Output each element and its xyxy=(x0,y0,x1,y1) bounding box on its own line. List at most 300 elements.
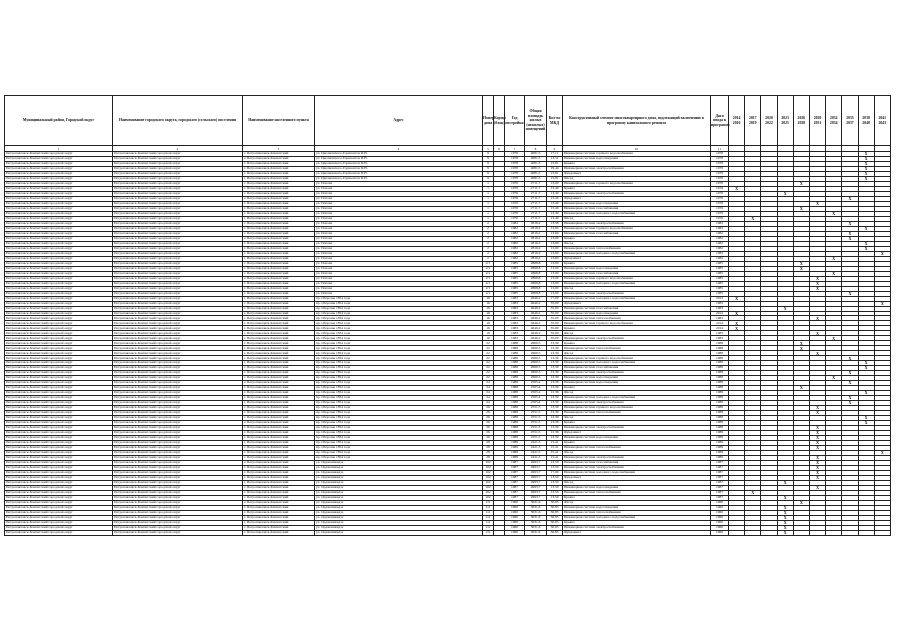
mkd-count-cell: 13,39 xyxy=(547,416,563,421)
mkd-count-cell: 13,39 xyxy=(547,346,563,351)
settlement-cell: Петропавловск-Камчатский городской округ xyxy=(113,266,243,271)
locality-cell: г. Петропавловск-Камчатский xyxy=(243,401,315,406)
mkd-count-cell: 17,00 xyxy=(547,471,563,476)
house-number-cell: 26 xyxy=(483,431,494,436)
district-cell: Петропавловск-Камчатский городской округ xyxy=(5,326,113,331)
locality-cell: г. Петропавловск-Камчатский xyxy=(243,261,315,266)
settlement-cell: Петропавловск-Камчатский городской округ xyxy=(113,451,243,456)
build-year-cell: 1987 xyxy=(505,475,525,480)
mkd-count-cell: 35,00 xyxy=(547,321,563,326)
entry-date-cell: 1960 xyxy=(711,505,729,510)
settlement-cell: Петропавловск-Камчатский городской округ xyxy=(113,371,243,376)
area-cell: 2565,4 xyxy=(525,391,547,396)
mkd-count-cell: 13,39 xyxy=(547,431,563,436)
build-year-cell: 1988 xyxy=(505,391,525,396)
repair-period-mark: X xyxy=(729,321,745,326)
house-number-cell: 16 xyxy=(483,296,494,301)
build-year-cell: 1960 xyxy=(505,510,525,515)
build-year-cell: 1978 xyxy=(505,156,525,161)
district-cell: Петропавловск-Камчатский городской округ xyxy=(5,480,113,485)
area-cell: 2565,4 xyxy=(525,381,547,386)
address-cell: ул. Попова xyxy=(315,186,483,191)
mkd-count-cell: 35,00 xyxy=(547,311,563,316)
build-year-cell: 1982 xyxy=(505,256,525,261)
mkd-count-cell: 17,00 xyxy=(547,296,563,301)
settlement-cell: Петропавловск-Камчатский городской округ xyxy=(113,152,243,157)
address-cell: ул. Орджоникидзе xyxy=(315,505,483,510)
element-cell: Инженерная система горячего водоснабжения xyxy=(563,321,711,326)
entry-date-cell: 1983 xyxy=(711,336,729,341)
house-number-cell: 2 xyxy=(483,256,494,261)
locality-cell: г. Петропавловск-Камчатский xyxy=(243,520,315,525)
build-year-cell: 1983 xyxy=(505,311,525,316)
repair-period-mark: X xyxy=(809,426,825,431)
repair-period-mark: X xyxy=(874,301,890,306)
element-cell: Фасад xyxy=(563,331,711,336)
column-number: 1 xyxy=(5,146,113,152)
house-number-cell: 28 xyxy=(483,456,494,461)
locality-cell: г. Петропавловск-Камчатский xyxy=(243,291,315,296)
house-number-cell: 24 xyxy=(483,401,494,406)
repair-period-mark: X xyxy=(793,341,809,346)
element-cell: Инженерная система электроснабжения xyxy=(563,426,711,431)
element-cell: Фундамент xyxy=(563,475,711,480)
repair-period-mark: X xyxy=(809,406,825,411)
mkd-count-cell: 13,39 xyxy=(547,341,563,346)
house-number-cell: 1 xyxy=(483,181,494,186)
area-cell: 2711,7 xyxy=(525,181,547,186)
address-cell: пр. Обороны 1854 года xyxy=(315,316,483,321)
repair-period-mark: X xyxy=(729,186,745,191)
settlement-cell: Петропавловск-Камчатский городской округ xyxy=(113,456,243,461)
address-cell: пр. Обороны 1854 года xyxy=(315,426,483,431)
house-number-cell: 16 xyxy=(483,301,494,306)
build-year-cell: 1982 xyxy=(505,241,525,246)
locality-cell: г. Петропавловск-Камчатский xyxy=(243,446,315,451)
element-cell: Инженерная система холодного водоснабжения xyxy=(563,281,711,286)
build-year-cell: 1988 xyxy=(505,366,525,371)
address-cell: пр. Обороны 1854 года xyxy=(315,431,483,436)
element-cell: Крыша xyxy=(563,186,711,191)
address-cell: ул. Попова xyxy=(315,251,483,256)
house-number-cell: 111 xyxy=(483,520,494,525)
element-cell: Фундамент xyxy=(563,530,711,535)
house-number-cell: 1 xyxy=(483,191,494,196)
element-cell: Инженерная система холодного водоснабжения xyxy=(563,251,711,256)
settlement-cell: Петропавловск-Камчатский городской округ xyxy=(113,366,243,371)
build-year-cell: 1988 xyxy=(505,411,525,416)
settlement-cell: Петропавловск-Камчатский городской округ xyxy=(113,306,243,311)
house-number-cell: 26 xyxy=(483,436,494,441)
locality-cell: г. Петропавловск-Камчатский xyxy=(243,485,315,490)
house-number-cell: 24 xyxy=(483,396,494,401)
locality-cell: г. Петропавловск-Камчатский xyxy=(243,296,315,301)
element-cell: Крыша xyxy=(563,520,711,525)
locality-cell: г. Петропавловск-Камчатский xyxy=(243,176,315,181)
entry-date-cell: 1978 xyxy=(711,161,729,166)
repair-period-mark: X xyxy=(842,291,858,296)
locality-cell: г. Петропавловск-Камчатский xyxy=(243,266,315,271)
address-cell: ул. Попова xyxy=(315,291,483,296)
house-number-cell: 26 xyxy=(483,426,494,431)
element-cell: Инженерная система теплоснабжения xyxy=(563,316,711,321)
entry-date-cell: 1988 xyxy=(711,396,729,401)
locality-cell: г. Петропавловск-Камчатский xyxy=(243,196,315,201)
repair-period-cell xyxy=(809,530,825,535)
build-year-cell: 1988 xyxy=(505,356,525,361)
district-cell: Петропавловск-Камчатский городской округ xyxy=(5,231,113,236)
header-mkd-count: Кол-во МКД xyxy=(547,96,563,146)
build-year-cell: 1983 xyxy=(505,331,525,336)
settlement-cell: Петропавловск-Камчатский городской округ xyxy=(113,286,243,291)
entry-date-cell: 1988 xyxy=(711,361,729,366)
element-cell: Инженерная система водоотведения xyxy=(563,156,711,161)
repair-period-mark: X xyxy=(858,421,874,426)
district-cell: Петропавловск-Камчатский городской округ xyxy=(5,261,113,266)
entry-date-cell: 2014 xyxy=(711,326,729,331)
settlement-cell: Петропавловск-Камчатский городской округ xyxy=(113,281,243,286)
address-cell: ул. Орджоникидзе xyxy=(315,520,483,525)
area-cell: 2816,2 xyxy=(525,246,547,251)
build-year-cell: 1988 xyxy=(505,401,525,406)
district-cell: Петропавловск-Камчатский городской округ xyxy=(5,505,113,510)
build-year-cell: 1983 xyxy=(505,296,525,301)
header-year-period: 2026 2028 xyxy=(793,96,809,146)
entry-date-cell: 1982 xyxy=(711,251,729,256)
address-cell: ул. Орджоникидзе xyxy=(315,475,483,480)
element-cell: Фасад xyxy=(563,241,711,246)
entry-date-cell: 1960 xyxy=(711,530,729,535)
mkd-count-cell: 13,49 xyxy=(547,186,563,191)
element-cell: Крыша xyxy=(563,421,711,426)
house-number-cell: 9 xyxy=(483,152,494,157)
settlement-cell: Петропавловск-Камчатский городской округ xyxy=(113,480,243,485)
element-cell: Инженерная система холодного водоснабжения xyxy=(563,211,711,216)
district-cell: Петропавловск-Камчатский городской округ xyxy=(5,291,113,296)
locality-cell: г. Петропавловск-Камчатский xyxy=(243,161,315,166)
district-cell: Петропавловск-Камчатский городской округ xyxy=(5,520,113,525)
mkd-count-cell: 13,39 xyxy=(547,386,563,391)
build-year-cell: 1989 xyxy=(505,441,525,446)
column-number: 6 xyxy=(494,146,505,152)
area-cell: 2660,5 xyxy=(525,346,547,351)
area-cell: 4081,5 xyxy=(525,152,547,157)
mkd-count-cell: 30,85 xyxy=(547,505,563,510)
repair-period-cell xyxy=(826,530,842,535)
locality-cell: г. Петропавловск-Камчатский xyxy=(243,341,315,346)
house-number-cell: 111 xyxy=(483,515,494,520)
element-cell: Инженерная система электроснабжения xyxy=(563,166,711,171)
mkd-count-cell: 13,60 xyxy=(547,231,563,236)
address-cell: пр. Обороны 1854 года xyxy=(315,386,483,391)
house-number-cell: 2 xyxy=(483,226,494,231)
entry-date-cell: 1976 xyxy=(711,216,729,221)
column-number: 9 xyxy=(547,146,563,152)
address-cell: пр. Обороны 1854 года xyxy=(315,351,483,356)
area-cell: 4993,7 xyxy=(525,490,547,495)
mkd-count-cell: 35,00 xyxy=(547,316,563,321)
district-cell: Петропавловск-Камчатский городской округ xyxy=(5,475,113,480)
build-year-cell: 1978 xyxy=(505,176,525,181)
address-cell: ул. Попова xyxy=(315,196,483,201)
repair-period-mark: X xyxy=(809,286,825,291)
repair-period-mark: X xyxy=(777,525,793,530)
build-year-cell: 1976 xyxy=(505,201,525,206)
address-cell: ул. Орджоникидзе xyxy=(315,515,483,520)
address-cell: ул. Орджоникидзе xyxy=(315,530,483,535)
repair-period-mark: X xyxy=(793,261,809,266)
area-cell: 4993,7 xyxy=(525,485,547,490)
build-year-cell: 1982 xyxy=(505,246,525,251)
repair-period-mark: X xyxy=(842,356,858,361)
address-cell: ул. Попова xyxy=(315,201,483,206)
element-cell: Фасад xyxy=(563,216,711,221)
mkd-count-cell: 13,39 xyxy=(547,406,563,411)
area-cell: 3031,6 xyxy=(525,520,547,525)
district-cell: Петропавловск-Камчатский городской округ xyxy=(5,396,113,401)
locality-cell: г. Петропавловск-Камчатский xyxy=(243,311,315,316)
address-cell: пр. Обороны 1854 года xyxy=(315,456,483,461)
build-year-cell: 1983 xyxy=(505,301,525,306)
mkd-count-cell: 13,39 xyxy=(547,426,563,431)
entry-date-cell: 1987 xyxy=(711,495,729,500)
build-year-cell: 1988 xyxy=(505,436,525,441)
address-cell: пр. Обороны 1854 года xyxy=(315,441,483,446)
locality-cell: г. Петропавловск-Камчатский xyxy=(243,231,315,236)
house-number-cell: 26 xyxy=(483,406,494,411)
house-number-cell: 26 xyxy=(483,416,494,421)
locality-cell: г. Петропавловск-Камчатский xyxy=(243,316,315,321)
address-cell: пр. Обороны 1854 года xyxy=(315,446,483,451)
district-cell: Петропавловск-Камчатский городской округ xyxy=(5,371,113,376)
locality-cell: г. Петропавловск-Камчатский xyxy=(243,221,315,226)
settlement-cell: Петропавловск-Камчатский городской округ xyxy=(113,495,243,500)
address-cell: ул. Циолковского-Горизонтов П.Н. xyxy=(315,161,483,166)
house-number-cell: 22 xyxy=(483,376,494,381)
district-cell: Петропавловск-Камчатский городской округ xyxy=(5,171,113,176)
area-cell: 4646,2 xyxy=(525,311,547,316)
repair-period-mark: X xyxy=(809,471,825,476)
repair-period-mark: X xyxy=(858,171,874,176)
settlement-cell: Петропавловск-Камчатский городской округ xyxy=(113,525,243,530)
district-cell: Петропавловск-Камчатский городской округ xyxy=(5,196,113,201)
address-cell: пр. Обороны 1854 года xyxy=(315,301,483,306)
address-cell: пр. Обороны 1854 года xyxy=(315,391,483,396)
entry-date-cell: 1976 xyxy=(711,186,729,191)
house-number-cell: 111 xyxy=(483,510,494,515)
entry-date-cell: 1985 xyxy=(711,266,729,271)
house-number-cell: 1 xyxy=(483,206,494,211)
mkd-count-cell: 15,81 xyxy=(547,171,563,176)
locality-cell: г. Петропавловск-Камчатский xyxy=(243,456,315,461)
mkd-count-cell: 13,49 xyxy=(547,191,563,196)
entry-date-cell: 1988 xyxy=(711,391,729,396)
build-year-cell: 1960 xyxy=(505,525,525,530)
locality-cell: г. Петропавловск-Камчатский xyxy=(243,256,315,261)
repair-period-mark: X xyxy=(777,191,793,196)
settlement-cell: Петропавловск-Камчатский городской округ xyxy=(113,466,243,471)
house-number-cell: 22 xyxy=(483,351,494,356)
element-cell: Инженерная система электроснабжения xyxy=(563,371,711,376)
column-number: 5 xyxy=(483,146,494,152)
locality-cell: г. Петропавловск-Камчатский xyxy=(243,331,315,336)
header-entry-date: Дата ввода в программу xyxy=(711,96,729,146)
element-cell: Фасад xyxy=(563,480,711,485)
building-cell xyxy=(494,530,505,535)
area-cell: 2551,5 xyxy=(525,421,547,426)
locality-cell: г. Петропавловск-Камчатский xyxy=(243,376,315,381)
district-cell: Петропавловск-Камчатский городской округ xyxy=(5,256,113,261)
district-cell: Петропавловск-Камчатский городской округ xyxy=(5,416,113,421)
build-year-cell: 1985 xyxy=(505,291,525,296)
house-number-cell: 9 xyxy=(483,161,494,166)
mkd-count-cell: 13,50 xyxy=(547,490,563,495)
area-cell: 2551,5 xyxy=(525,406,547,411)
mkd-count-cell: 13,49 xyxy=(547,216,563,221)
house-number-cell: 102 xyxy=(483,480,494,485)
locality-cell: г. Петропавловск-Камчатский xyxy=(243,241,315,246)
repair-period-mark: X xyxy=(842,371,858,376)
area-cell: 4993,7 xyxy=(525,495,547,500)
locality-cell: г. Петропавловск-Камчатский xyxy=(243,276,315,281)
repair-period-mark: X xyxy=(826,336,842,341)
area-cell: 3031,6 xyxy=(525,510,547,515)
mkd-count-cell: 13,50 xyxy=(547,495,563,500)
repair-period-mark: X xyxy=(793,386,809,391)
build-year-cell: 1976 xyxy=(505,211,525,216)
locality-cell: г. Петропавловск-Камчатский xyxy=(243,336,315,341)
address-cell: пр. Обороны 1854 года xyxy=(315,326,483,331)
area-cell: 4646,2 xyxy=(525,301,547,306)
repair-period-mark: X xyxy=(858,361,874,366)
district-cell: Петропавловск-Камчатский городской округ xyxy=(5,236,113,241)
build-year-cell: 1987 xyxy=(505,485,525,490)
district-cell: Петропавловск-Камчатский городской округ xyxy=(5,485,113,490)
mkd-count-cell: 13,38 xyxy=(547,221,563,226)
address-cell: пр. Обороны 1854 года xyxy=(315,331,483,336)
mkd-count-cell: 13,39 xyxy=(547,376,563,381)
repair-period-mark: X xyxy=(874,451,890,456)
district-cell: Петропавловск-Камчатский городской округ xyxy=(5,366,113,371)
build-year-cell: 1985 xyxy=(505,266,525,271)
mkd-count-cell: 35,00 xyxy=(547,331,563,336)
mkd-count-cell: 13,60 xyxy=(547,251,563,256)
mkd-count-cell: 30,85 xyxy=(547,515,563,520)
house-number-cell: 9 xyxy=(483,166,494,171)
district-cell: Петропавловск-Камчатский городской округ xyxy=(5,406,113,411)
repair-period-mark: X xyxy=(777,480,793,485)
address-cell: ул. Орджоникидзе xyxy=(315,525,483,530)
area-cell: 2551,5 xyxy=(525,431,547,436)
settlement-cell: Петропавловск-Камчатский городской округ xyxy=(113,201,243,206)
area-cell: 2421,5 xyxy=(525,441,547,446)
settlement-cell: Петропавловск-Камчатский городской округ xyxy=(113,381,243,386)
entry-date-cell: 1976 xyxy=(711,196,729,201)
address-cell: пр. Обороны 1854 года xyxy=(315,421,483,426)
repair-period-mark: X xyxy=(858,176,874,181)
build-year-cell: 1985 xyxy=(505,271,525,276)
table-header xyxy=(5,96,891,152)
build-year-cell: 1987 xyxy=(505,461,525,466)
settlement-cell: Петропавловск-Камчатский городской округ xyxy=(113,276,243,281)
district-cell: Петропавловск-Камчатский городской округ xyxy=(5,341,113,346)
mkd-count-cell: 13,49 xyxy=(547,196,563,201)
house-number-cell: 16 xyxy=(483,321,494,326)
address-cell: ул. Орджоникидзе xyxy=(315,466,483,471)
locality-cell: г. Петропавловск-Камчатский xyxy=(243,351,315,356)
column-number: 3 xyxy=(243,146,315,152)
repair-period-mark: X xyxy=(809,276,825,281)
locality-cell: г. Петропавловск-Камчатский xyxy=(243,246,315,251)
build-year-cell: 1978 xyxy=(505,161,525,166)
area-cell: 4993,7 xyxy=(525,480,547,485)
element-cell: Инженерная система теплоснабжения xyxy=(563,411,711,416)
build-year-cell: 1983 xyxy=(505,321,525,326)
mkd-count-cell: 13,51 xyxy=(547,156,563,161)
settlement-cell: Петропавловск-Камчатский городской округ xyxy=(113,401,243,406)
district-cell: Петропавловск-Камчатский городской округ xyxy=(5,321,113,326)
build-year-cell: 1989 xyxy=(505,446,525,451)
settlement-cell: Петропавловск-Камчатский городской округ xyxy=(113,411,243,416)
area-cell: 4646,2 xyxy=(525,336,547,341)
repair-period-mark: X xyxy=(809,456,825,461)
build-year-cell: 1982 xyxy=(505,231,525,236)
address-cell: ул. Орджоникидзе xyxy=(315,510,483,515)
house-number-cell: 102 xyxy=(483,490,494,495)
area-cell: 2711,7 xyxy=(525,201,547,206)
address-cell: пр. Обороны 1854 года xyxy=(315,311,483,316)
house-number-cell: 9 xyxy=(483,176,494,181)
district-cell: Петропавловск-Камчатский городской округ xyxy=(5,436,113,441)
repair-period-mark: X xyxy=(858,416,874,421)
area-cell: 2660,5 xyxy=(525,376,547,381)
element-cell: Инженерная система газоснабжения xyxy=(563,306,711,311)
locality-cell: г. Петропавловск-Камчатский xyxy=(243,495,315,500)
locality-cell: г. Петропавловск-Камчатский xyxy=(243,426,315,431)
house-number-cell: 24 xyxy=(483,381,494,386)
house-number-cell: 9 xyxy=(483,171,494,176)
locality-cell: г. Петропавловск-Камчатский xyxy=(243,371,315,376)
house-number-cell: 22 xyxy=(483,356,494,361)
build-year-cell: 1988 xyxy=(505,396,525,401)
settlement-cell: Петропавловск-Камчатский городской округ xyxy=(113,156,243,161)
header-building: Корпус (блок) xyxy=(494,96,505,146)
repair-period-mark: X xyxy=(777,495,793,500)
house-number-cell: 22 xyxy=(483,346,494,351)
district-cell: Петропавловск-Камчатский городской округ xyxy=(5,152,113,157)
element-cell: Инженерная система теплоснабжения xyxy=(563,246,711,251)
house-number-cell: 102 xyxy=(483,471,494,476)
element-cell: Инженерная система водоотведения xyxy=(563,505,711,510)
element-cell: Инженерная система водоотведения xyxy=(563,201,711,206)
element-cell: Инженерная система теплоснабжения xyxy=(563,490,711,495)
mkd-count-cell: 13,39 xyxy=(547,391,563,396)
build-year-cell: 1983 xyxy=(505,316,525,321)
entry-date-cell: 1983 xyxy=(711,306,729,311)
locality-cell: г. Петропавловск-Камчатский xyxy=(243,530,315,535)
settlement-cell: Петропавловск-Камчатский городской округ xyxy=(113,221,243,226)
entry-date-cell: 1983 xyxy=(711,301,729,306)
mkd-count-cell: 30,85 xyxy=(547,530,563,535)
build-year-cell: 1988 xyxy=(505,346,525,351)
column-number: 4 xyxy=(315,146,483,152)
settlement-cell: Петропавловск-Камчатский городской округ xyxy=(113,176,243,181)
repair-period-cell xyxy=(745,530,761,535)
build-year-cell: 1987 xyxy=(505,490,525,495)
repair-period-mark: X xyxy=(858,391,874,396)
repair-period-mark: X xyxy=(809,475,825,480)
house-number-cell: 16 xyxy=(483,311,494,316)
